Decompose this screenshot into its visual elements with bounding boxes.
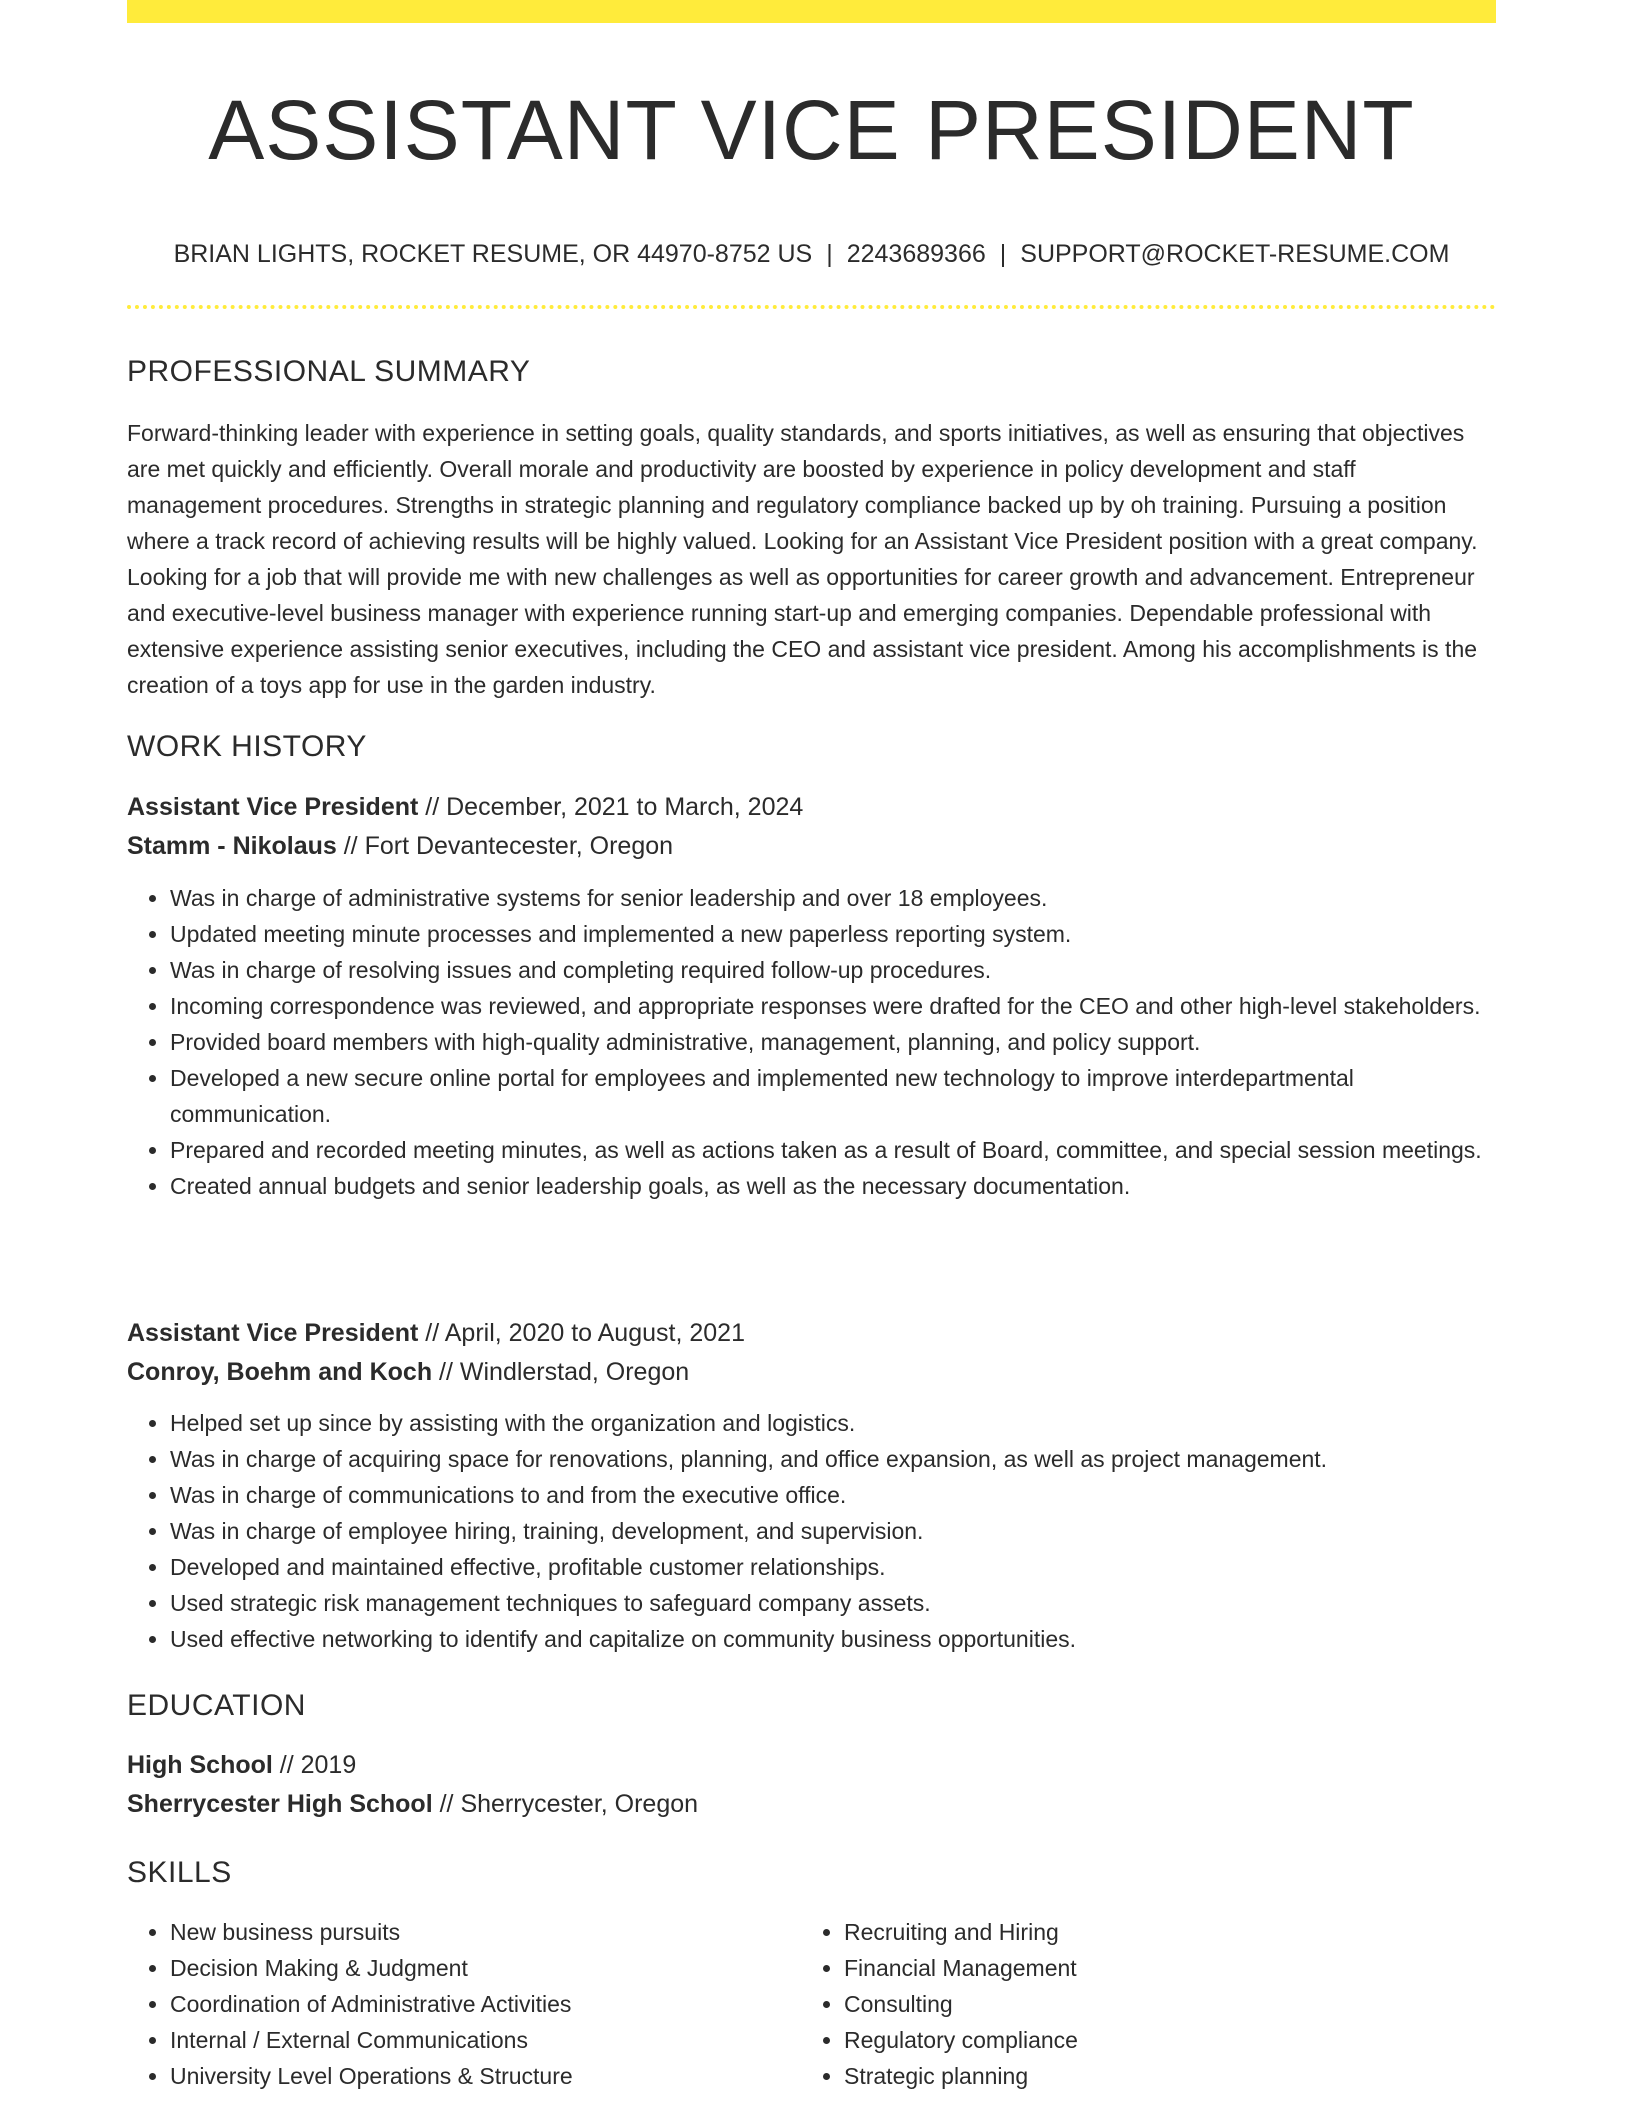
education-degree-line — [127, 1745, 356, 1785]
list-item: • Was in charge of communications to and from the executive office. — [170, 1477, 1496, 1513]
list-item: • Used effective networking to identify and capitalize on community business opportunities. — [170, 1621, 1496, 1657]
list-item: • Prepared and recorded meeting minutes, as well as actions taken as a result of Board, committee, and special session meetings. — [170, 1132, 1496, 1168]
job-location: // Windlerstad, Oregon — [432, 1358, 690, 1386]
education-school-line — [127, 1784, 698, 1824]
dotted-divider — [127, 305, 1496, 309]
list-item: • Created annual budgets and senior leadership goals, as well as the necessary documentation. — [170, 1168, 1496, 1204]
education-heading: EDUCATION — [127, 1689, 306, 1722]
resume-title: ASSISTANT VICE PRESIDENT — [208, 83, 1415, 177]
list-item: • New business pursuits — [170, 1914, 800, 1950]
list-item: • Consulting — [844, 1986, 1494, 2022]
list-item: • Used strategic risk management techniques to safeguard company assets. — [170, 1585, 1496, 1621]
education-degree: High School — [127, 1751, 273, 1779]
job-bullets — [127, 1405, 1496, 1657]
job-title: Assistant Vice President — [127, 1319, 419, 1347]
job-title-line — [127, 1313, 745, 1353]
list-item: • Was in charge of acquiring space for renovations, planning, and office expansion, as well as project management. — [170, 1441, 1496, 1477]
list-item: • Financial Management — [844, 1950, 1494, 1986]
summary-heading: PROFESSIONAL SUMMARY — [127, 355, 531, 388]
job-company-line — [127, 826, 673, 866]
job-title: Assistant Vice President — [127, 793, 419, 821]
job-company: Stamm - Nikolaus — [127, 832, 337, 860]
education-school: Sherrycester High School — [127, 1790, 433, 1818]
list-item: • Was in charge of administrative systems for senior leadership and over 18 employees. — [170, 880, 1496, 916]
contact-address: BRIAN LIGHTS, ROCKET RESUME, OR 44970-8752 US — [173, 240, 813, 268]
education-location: // Sherrycester, Oregon — [432, 1790, 699, 1818]
education-year: // 2019 — [272, 1751, 357, 1779]
skills-heading: SKILLS — [127, 1856, 232, 1889]
list-item: • Developed a new secure online portal for employees and implemented new technology to improve interdepartmental communication. — [170, 1060, 1496, 1132]
job-title-line — [127, 787, 803, 827]
list-item: • Recruiting and Hiring — [844, 1914, 1494, 1950]
list-item: • Was in charge of employee hiring, training, development, and supervision. — [170, 1513, 1496, 1549]
top-accent-bar — [127, 0, 1496, 23]
list-item: • Developed and maintained effective, profitable customer relationships. — [170, 1549, 1496, 1585]
job-company-line — [127, 1352, 689, 1392]
contact-separator: | — [826, 240, 833, 268]
contact-separator: | — [999, 240, 1007, 268]
list-item: • University Level Operations & Structure — [170, 2058, 800, 2094]
list-item: • Strategic planning — [844, 2058, 1494, 2094]
job-location: // Fort Devantecester, Oregon — [336, 832, 674, 860]
list-item: • Updated meeting minute processes and implemented a new paperless reporting system. — [170, 916, 1496, 952]
job-company: Conroy, Boehm and Koch — [127, 1358, 433, 1386]
list-item: • Provided board members with high-quality administrative, management, planning, and policy support. — [170, 1024, 1496, 1060]
list-item: • Regulatory compliance — [844, 2022, 1494, 2058]
skills-list-right — [801, 1914, 1494, 2094]
contact-line — [127, 234, 1496, 274]
list-item: • Was in charge of resolving issues and completing required follow-up procedures. — [170, 952, 1496, 988]
job-bullets — [127, 880, 1496, 1204]
list-item: • Internal / External Communications — [170, 2022, 800, 2058]
list-item: • Helped set up since by assisting with the organization and logistics. — [170, 1405, 1496, 1441]
work-history-heading: WORK HISTORY — [127, 730, 367, 763]
contact-phone: 2243689366 — [846, 240, 986, 268]
summary-text: Forward-thinking leader with experience in setting goals, quality standards, and sports initiatives, as well as ensuring that objectives are met quickly and efficiently. Overall morale and productivity are boosted by experience in policy development and staff management procedures. Strengths in strategic planning and regulatory compliance backed up by oh training. Pursuing a position where a track record of achieving results will be highly valued. Looking for an Assistant Vice President position with a great company. Looking for a job that will provide me with new challenges as well as opportunities for career growth and advancement. Entrepreneur and executive-level business manager with experience running start-up and emerging companies. Dependable professional with extensive experience assisting senior executives, including the CEO and assistant vice president. Among his accomplishments is the creation of a toys app for use in the garden industry. — [127, 420, 1478, 698]
job-dates: // April, 2020 to August, 2021 — [418, 1319, 745, 1347]
job-dates: // December, 2021 to March, 2024 — [418, 793, 804, 821]
list-item: • Incoming correspondence was reviewed, and appropriate responses were drafted for the CEO and other high-level stakeholders. — [170, 988, 1496, 1024]
contact-email: SUPPORT@ROCKET-RESUME.COM — [1020, 240, 1450, 268]
list-item: • Coordination of Administrative Activities — [170, 1986, 800, 2022]
skills-list-left — [127, 1914, 800, 2094]
list-item: • Decision Making & Judgment — [170, 1950, 800, 1986]
